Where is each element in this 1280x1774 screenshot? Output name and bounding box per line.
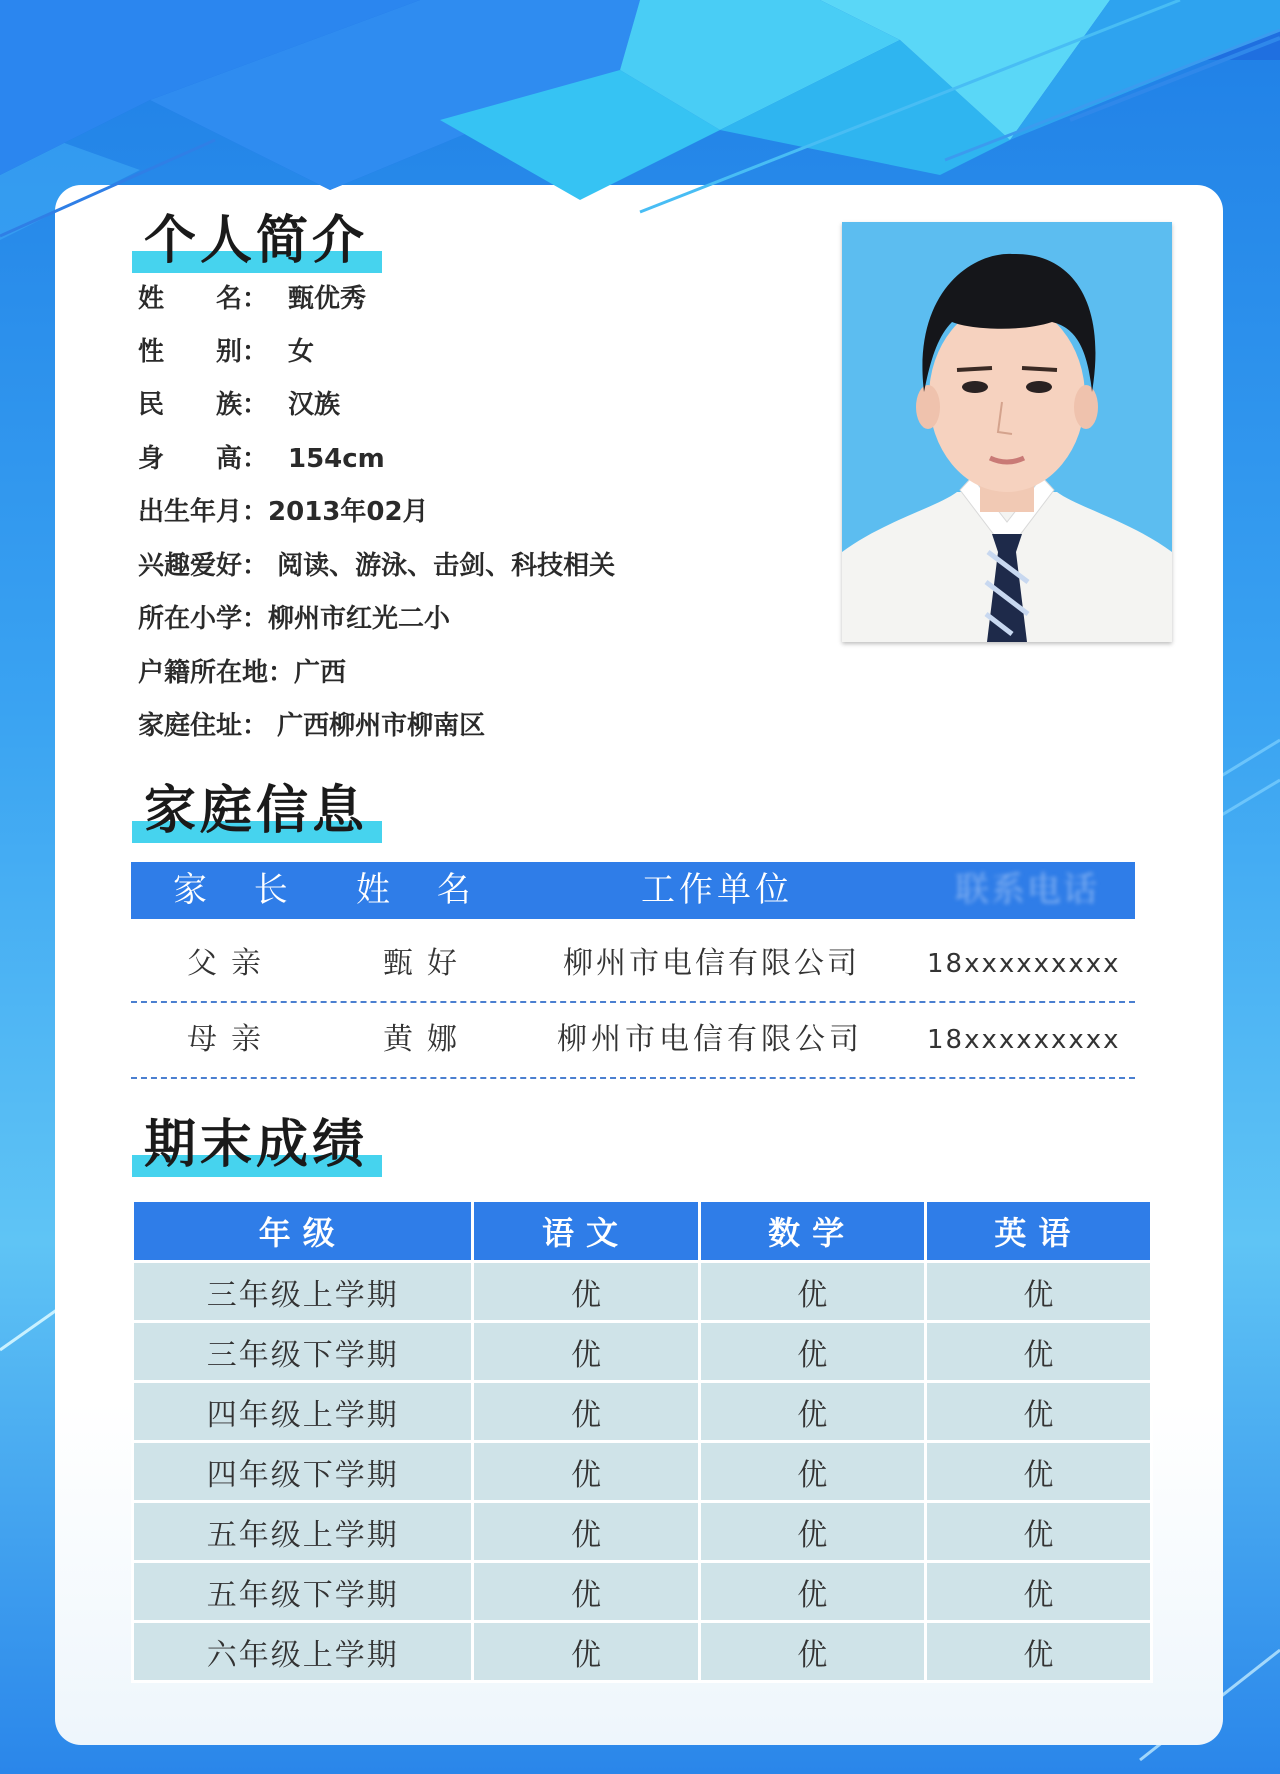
header-relation: 家 长 bbox=[173, 870, 306, 910]
info-label: 出生年月： bbox=[138, 497, 269, 527]
table-row bbox=[133, 1502, 1152, 1562]
header-work: 工作单位 bbox=[641, 870, 793, 910]
info-label: 身 高： bbox=[138, 444, 269, 474]
portrait-illustration bbox=[842, 222, 1172, 642]
info-label: 家庭住址： bbox=[138, 711, 269, 741]
info-label: 兴趣爱好： bbox=[138, 551, 269, 581]
info-value: 柳州市红光二小 bbox=[268, 604, 451, 634]
info-row-hukou bbox=[138, 652, 346, 689]
student-photo bbox=[842, 222, 1172, 642]
grades-section-title: 期末成绩 bbox=[132, 1102, 382, 1177]
family-phone: 18xxxxxxxxx bbox=[927, 1025, 1121, 1055]
header-chinese: 语文 bbox=[473, 1201, 699, 1262]
term-cell: 四年级下学期 bbox=[133, 1442, 473, 1502]
family-row-father bbox=[131, 927, 1135, 1003]
term-cell: 三年级上学期 bbox=[133, 1262, 473, 1322]
grade-cell: 优 bbox=[699, 1442, 925, 1502]
table-row bbox=[133, 1322, 1152, 1382]
grade-cell: 优 bbox=[699, 1562, 925, 1622]
info-row-address bbox=[138, 705, 485, 742]
family-phone: 18xxxxxxxxx bbox=[927, 949, 1121, 979]
grade-cell: 优 bbox=[473, 1262, 699, 1322]
grade-cell: 优 bbox=[925, 1502, 1151, 1562]
grade-cell: 优 bbox=[925, 1622, 1151, 1682]
grade-cell: 优 bbox=[925, 1262, 1151, 1322]
grade-cell: 优 bbox=[925, 1562, 1151, 1622]
family-section-title: 家庭信息 bbox=[132, 768, 382, 843]
grade-cell: 优 bbox=[699, 1622, 925, 1682]
header-math: 数学 bbox=[699, 1201, 925, 1262]
info-row-name bbox=[138, 278, 366, 315]
header-english: 英语 bbox=[925, 1201, 1151, 1262]
info-row-school bbox=[138, 598, 450, 635]
grade-cell: 优 bbox=[925, 1382, 1151, 1442]
grade-cell: 优 bbox=[925, 1442, 1151, 1502]
info-value: 广西 bbox=[294, 658, 347, 688]
info-row-gender bbox=[138, 331, 314, 368]
info-row-hobbies bbox=[138, 545, 615, 582]
info-value: 154cm bbox=[288, 444, 385, 474]
info-value: 汉族 bbox=[288, 390, 341, 420]
family-row-mother bbox=[131, 1003, 1135, 1079]
table-row bbox=[133, 1562, 1152, 1622]
term-cell: 三年级下学期 bbox=[133, 1322, 473, 1382]
family-work: 柳州市电信有限公司 bbox=[563, 946, 860, 981]
family-relation: 母亲 bbox=[187, 1022, 275, 1057]
grade-cell: 优 bbox=[473, 1322, 699, 1382]
grade-cell: 优 bbox=[699, 1322, 925, 1382]
header-phone: 联系电话 bbox=[955, 870, 1099, 910]
info-row-ethnicity bbox=[138, 384, 340, 421]
term-cell: 四年级上学期 bbox=[133, 1382, 473, 1442]
info-value: 女 bbox=[288, 337, 315, 367]
info-row-height bbox=[138, 438, 385, 475]
family-name: 甄好 bbox=[383, 946, 471, 981]
grade-cell: 优 bbox=[473, 1622, 699, 1682]
table-row bbox=[133, 1622, 1152, 1682]
family-table-header bbox=[131, 862, 1135, 919]
grade-cell: 优 bbox=[699, 1382, 925, 1442]
table-row bbox=[133, 1382, 1152, 1442]
info-label: 性 别： bbox=[138, 337, 269, 367]
family-name: 黄娜 bbox=[383, 1022, 471, 1057]
info-value: 广西柳州市柳南区 bbox=[277, 711, 486, 741]
grade-cell: 优 bbox=[473, 1562, 699, 1622]
info-label: 姓 名： bbox=[138, 284, 269, 314]
grades-header-row bbox=[133, 1201, 1152, 1262]
family-relation: 父亲 bbox=[187, 946, 275, 981]
table-row bbox=[133, 1442, 1152, 1502]
grade-cell: 优 bbox=[473, 1442, 699, 1502]
family-work: 柳州市电信有限公司 bbox=[557, 1022, 863, 1057]
info-row-birth bbox=[138, 491, 429, 528]
profile-section-title: 个人简介 bbox=[132, 198, 382, 273]
term-cell: 五年级下学期 bbox=[133, 1562, 473, 1622]
grade-cell: 优 bbox=[473, 1382, 699, 1442]
term-cell: 六年级上学期 bbox=[133, 1622, 473, 1682]
info-label: 民 族： bbox=[138, 390, 269, 420]
info-value: 阅读、游泳、击剑、科技相关 bbox=[277, 551, 616, 581]
grades-table bbox=[131, 1199, 1153, 1683]
header-grade: 年级 bbox=[133, 1201, 473, 1262]
table-row bbox=[133, 1262, 1152, 1322]
header-name: 姓 名 bbox=[356, 870, 489, 910]
info-label: 户籍所在地： bbox=[138, 658, 295, 688]
info-label: 所在小学： bbox=[138, 604, 269, 634]
info-value: 甄优秀 bbox=[288, 284, 367, 314]
grade-cell: 优 bbox=[473, 1502, 699, 1562]
grade-cell: 优 bbox=[699, 1502, 925, 1562]
grade-cell: 优 bbox=[699, 1262, 925, 1322]
term-cell: 五年级上学期 bbox=[133, 1502, 473, 1562]
info-value: 2013年02月 bbox=[268, 497, 429, 527]
grade-cell: 优 bbox=[925, 1322, 1151, 1382]
